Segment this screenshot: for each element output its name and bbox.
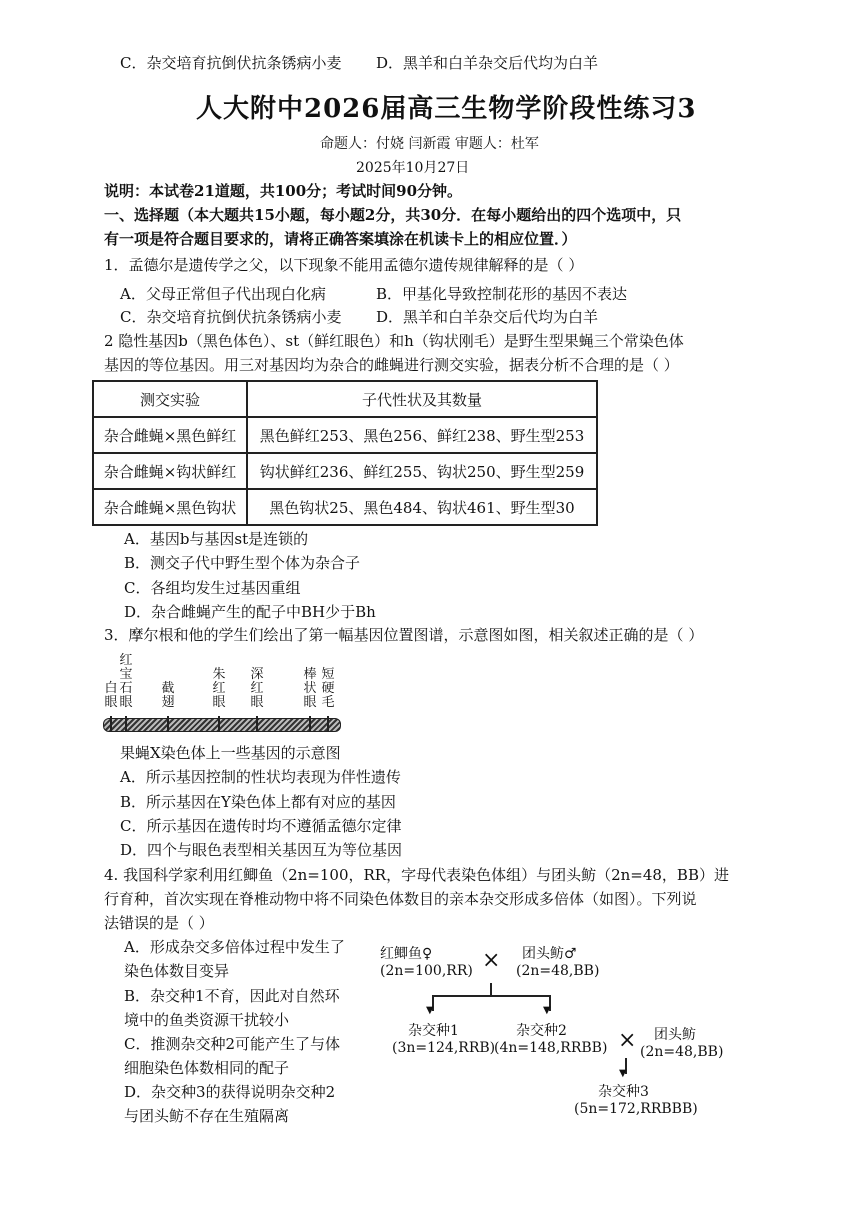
table-cell: 杂合雌蝇×黑色钩状 — [93, 489, 247, 525]
parent3-name: 团头鲂 — [654, 1027, 696, 1043]
gene-label-white-eye: 白眼 — [104, 681, 118, 710]
q4-option-d: D．杂交种3的获得说明杂交种2 — [124, 1083, 336, 1101]
hybrid1-name: 杂交种1 — [408, 1023, 459, 1039]
table-cell: 黑色鲜红253、黑色256、鲜红238、野生型253 — [247, 417, 597, 453]
q2-option-a: A．基因b与基因st是连锁的 — [124, 530, 309, 548]
arrow-down-icon: ▼ — [426, 1005, 434, 1016]
parent2-name: 团头鲂♂ — [522, 946, 577, 962]
table-cell: 钩状鲜红236、鲜红255、钩状250、野生型259 — [247, 453, 597, 489]
q4-stem-3: 法错误的是（ ） — [104, 914, 214, 932]
gene-tick — [110, 716, 112, 732]
gene-label-vermilion-eye: 朱红眼 — [212, 667, 226, 710]
table-cell: 杂合雌蝇×钩状鲜红 — [93, 453, 247, 489]
table-row — [93, 489, 597, 525]
q4-option-b-cont: 境中的鱼类资源干扰较小 — [124, 1011, 290, 1029]
gene-label-ruby-eye: 红宝石眼 — [119, 653, 133, 710]
arrow-down-icon: ▼ — [619, 1068, 627, 1079]
hybrid2-name: 杂交种2 — [516, 1023, 567, 1039]
q3-option-d: D．四个与眼色表型相关基因互为等位基因 — [120, 841, 403, 859]
section-instructions-1: 一、选择题（本大题共15小题，每小题2分，共30分．在每小题给出的四个选项中，只 — [104, 206, 682, 224]
hybrid3-info: (5n=172,RRBBB) — [574, 1101, 698, 1117]
q1-option-c2: C．杂交培育抗倒伏抗条锈病小麦 — [120, 308, 342, 326]
table-header-cell: 子代性状及其数量 — [247, 381, 597, 417]
q2-option-d: D．杂合雌蝇产生的配子中BH少于Bh — [124, 603, 376, 621]
section-instructions-2: 有一项是符合题目要求的，请将正确答案填涂在机读卡上的相应位置．） — [104, 230, 577, 248]
q2-option-b: B．测交子代中野生型个体为杂合子 — [124, 554, 361, 572]
q2-table — [92, 380, 598, 526]
q4-option-a-cont: 染色体数目变异 — [124, 962, 230, 980]
q4-option-c-cont: 细胞染色体数相同的配子 — [124, 1059, 290, 1077]
q1-option-d: D．黑羊和白羊杂交后代均为白羊 — [376, 54, 599, 72]
table-header-cell: 测交实验 — [93, 381, 247, 417]
q4-option-b: B．杂交种1不育，因此对自然环 — [124, 987, 340, 1005]
parent2-info: (2n=48,BB) — [516, 963, 600, 979]
q4-option-c: C．推测杂交种2可能产生了与体 — [124, 1035, 341, 1053]
gene-label-bristle: 短硬毛 — [321, 667, 335, 710]
parent1-info: (2n=100,RR) — [380, 963, 473, 979]
connector-line — [432, 995, 550, 997]
q4-stem-1: 4. 我国科学家利用红鲫鱼（2n=100，RR，字母代表染色体组）与团头鲂（2n=48，BB）进 — [104, 866, 729, 884]
exam-note: 说明：本试卷21道题，共100分；考试时间90分钟。 — [104, 182, 463, 200]
q1-option-d2: D．黑羊和白羊杂交后代均为白羊 — [376, 308, 599, 326]
q3-option-b: B．所示基因在Y染色体上都有对应的基因 — [120, 793, 396, 811]
hybrid1-info: (3n=124,RRB) — [392, 1040, 496, 1056]
hybrid3-name: 杂交种3 — [598, 1084, 649, 1100]
q4-stem-2: 行育种，首次实现在脊椎动物中将不同染色体数目的亲本杂交形成多倍体（如图）。下列说 — [104, 890, 697, 908]
q1-option-c: C．杂交培育抗倒伏抗条锈病小麦 — [120, 54, 342, 72]
exam-date: 2025年10月27日 — [356, 160, 470, 176]
hybrid2-info: (4n=148,RRBB) — [494, 1040, 608, 1056]
q1-stem: 1．孟德尔是遗传学之父，以下现象不能用孟德尔遗传规律解释的是（ ） — [104, 256, 584, 274]
gene-tick — [327, 716, 329, 732]
gene-tick — [309, 716, 311, 732]
q3-option-a: A．所示基因控制的性状均表现为伴性遗传 — [120, 768, 401, 786]
gene-label-bar-eye: 棒状眼 — [303, 667, 317, 710]
x-chromosome-bar — [103, 718, 341, 732]
table-row — [93, 453, 597, 489]
gene-tick — [218, 716, 220, 732]
table-cell: 黑色钩状25、黑色484、钩状461、野生型30 — [247, 489, 597, 525]
gene-label-cut-wing: 截翅 — [161, 681, 175, 710]
cross-symbol-2: × — [618, 1028, 637, 1053]
table-row — [93, 417, 597, 453]
q2-option-c: C．各组均发生过基因重组 — [124, 579, 301, 597]
q1-option-a: A．父母正常但子代出现白化病 — [120, 285, 326, 303]
page-title: 人大附中2026届高三生物学阶段性练习3 — [196, 94, 697, 124]
gene-tick — [125, 716, 127, 732]
q4-option-a: A．形成杂交多倍体过程中发生了 — [124, 938, 345, 956]
gene-tick — [256, 716, 258, 732]
arrow-down-icon: ▼ — [543, 1005, 551, 1016]
q2-stem-1: 2 隐性基因b（黑色体色）、st（鲜红眼色）和h（钩状刚毛）是野生型果蝇三个常染色体 — [104, 332, 684, 350]
connector-line — [490, 983, 492, 995]
table-cell: 杂合雌蝇×黑色鲜红 — [93, 417, 247, 453]
gene-label-carmine-eye: 深红眼 — [250, 667, 264, 710]
table-header-row — [93, 381, 597, 417]
authors: 命题人：付娆 闫新霞 审题人：杜军 — [320, 136, 539, 152]
parent3-info: (2n=48,BB) — [640, 1044, 724, 1060]
q4-option-d-cont: 与团头鲂不存在生殖隔离 — [124, 1107, 290, 1125]
q3-option-c: C．所示基因在遗传时均不遵循孟德尔定律 — [120, 817, 402, 835]
q2-stem-2: 基因的等位基因。用三对基因均为杂合的雌蝇进行测交实验，据表分析不合理的是（ ） — [104, 356, 679, 374]
gene-tick — [167, 716, 169, 732]
q3-stem: 3．摩尔根和他的学生们绘出了第一幅基因位置图谱，示意图如图，相关叙述正确的是（ ） — [104, 626, 704, 644]
parent1-name: 红鲫鱼♀ — [380, 946, 433, 962]
cross-symbol-1: × — [482, 948, 501, 973]
q1-option-b: B．甲基化导致控制花形的基因不表达 — [376, 285, 628, 303]
q3-caption: 果蝇X染色体上一些基因的示意图 — [120, 744, 341, 762]
